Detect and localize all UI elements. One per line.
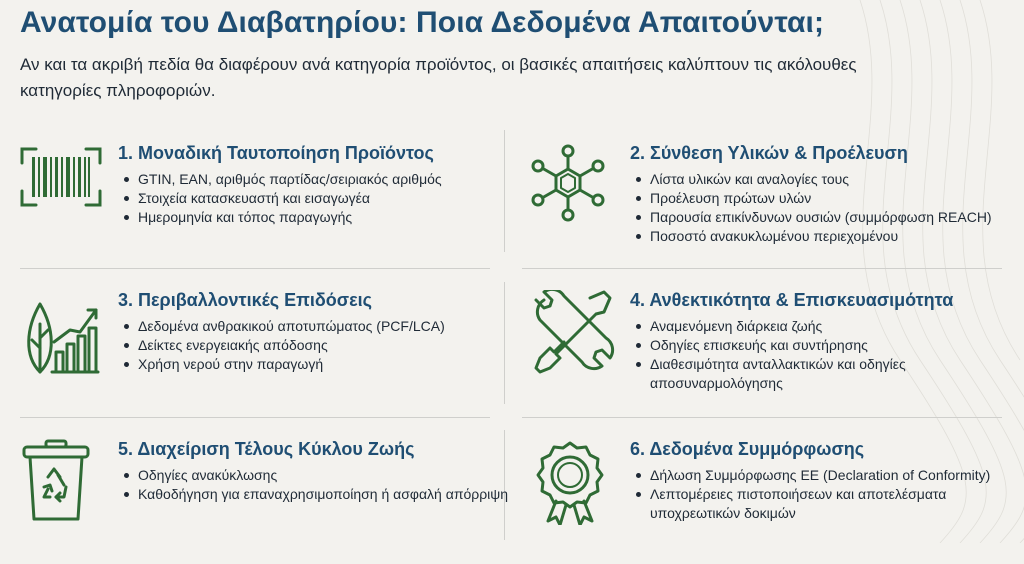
barcode-icon: [18, 143, 104, 229]
row-divider: [522, 268, 1002, 269]
card-title: 3. Περιβαλλοντικές Επιδόσεις: [118, 290, 373, 310]
row-divider: [20, 268, 490, 269]
recycling-bin-icon: [18, 439, 104, 525]
card-title: 2. Σύνθεση Υλικών & Προέλευση: [630, 143, 908, 163]
list-item: Οδηγίες επισκευής και συντήρησης: [630, 336, 1024, 355]
leaf-growth-chart-icon: [18, 290, 104, 376]
list-item: Προέλευση πρώτων υλών: [630, 189, 1024, 208]
card-bullet-list: [118, 170, 518, 227]
card-bullet-list: [118, 317, 518, 374]
wrench-screwdriver-icon: [530, 290, 616, 376]
list-item: Ημερομηνία και τόπος παραγωγής: [118, 208, 518, 227]
certificate-badge-icon: [530, 439, 616, 525]
card-title: 4. Ανθεκτικότητα & Επισκευασιμότητα: [630, 290, 954, 310]
list-item: Διαθεσιμότητα ανταλλακτικών και οδηγίες αποσυναρμολόγησης: [630, 355, 1024, 393]
list-item: Δήλωση Συμμόρφωσης ΕΕ (Declaration of Conformity): [630, 466, 1024, 485]
list-item: Δεδομένα ανθρακικού αποτυπώματος (PCF/LCA): [118, 317, 518, 336]
list-item: Στοιχεία κατασκευαστή και εισαγωγέα: [118, 189, 518, 208]
card-title: 1. Μοναδική Ταυτοποίηση Προϊόντος: [118, 143, 434, 163]
card-title: 6. Δεδομένα Συμμόρφωσης: [630, 439, 865, 459]
info-card-end-of-life: [18, 439, 518, 564]
info-card-material-composition: [530, 143, 1024, 268]
list-item: Δείκτες ενεργειακής απόδοσης: [118, 336, 518, 355]
card-bullet-list: [630, 170, 1024, 246]
info-card-durability-repairability: [530, 290, 1024, 415]
card-bullet-list: [630, 317, 1024, 393]
list-item: Χρήση νερού στην παραγωγή: [118, 355, 518, 374]
list-item: Παρουσία επικίνδυνων ουσιών (συμμόρφωση REACH): [630, 208, 1024, 227]
card-bullet-list: [630, 466, 1024, 523]
card-title: 5. Διαχείριση Τέλους Κύκλου Ζωής: [118, 439, 415, 459]
list-item: Οδηγίες ανακύκλωσης: [118, 466, 518, 485]
molecule-icon: [530, 143, 616, 229]
list-item: Ποσοστό ανακυκλωμένου περιεχομένου: [630, 227, 1024, 246]
page-title: Ανατομία του Διαβατηρίου: Ποια Δεδομένα Απαιτούνται;: [20, 6, 825, 39]
list-item: GTIN, EAN, αριθμός παρτίδας/σειριακός αριθμός: [118, 170, 518, 189]
list-item: Καθοδήγηση για επαναχρησιμοποίηση ή ασφαλή απόρριψη: [118, 485, 518, 504]
card-bullet-list: [118, 466, 518, 504]
info-card-product-identification: [18, 143, 518, 268]
info-card-environmental-performance: [18, 290, 518, 415]
list-item: Αναμενόμενη διάρκεια ζωής: [630, 317, 1024, 336]
page-subtitle: Αν και τα ακριβή πεδία θα διαφέρουν ανά κατηγορία προϊόντος, οι βασικές απαιτήσεις καλύπτουν τις ακόλουθες κατηγορίες πληροφοριών.: [20, 55, 857, 100]
list-item: Λίστα υλικών και αναλογίες τους: [630, 170, 1024, 189]
row-divider: [522, 417, 1002, 418]
info-card-compliance-data: [530, 439, 1024, 564]
list-item: Λεπτομέρειες πιστοποιήσεων και αποτελέσματα υποχρεωτικών δοκιμών: [630, 485, 1024, 523]
row-divider: [20, 417, 490, 418]
